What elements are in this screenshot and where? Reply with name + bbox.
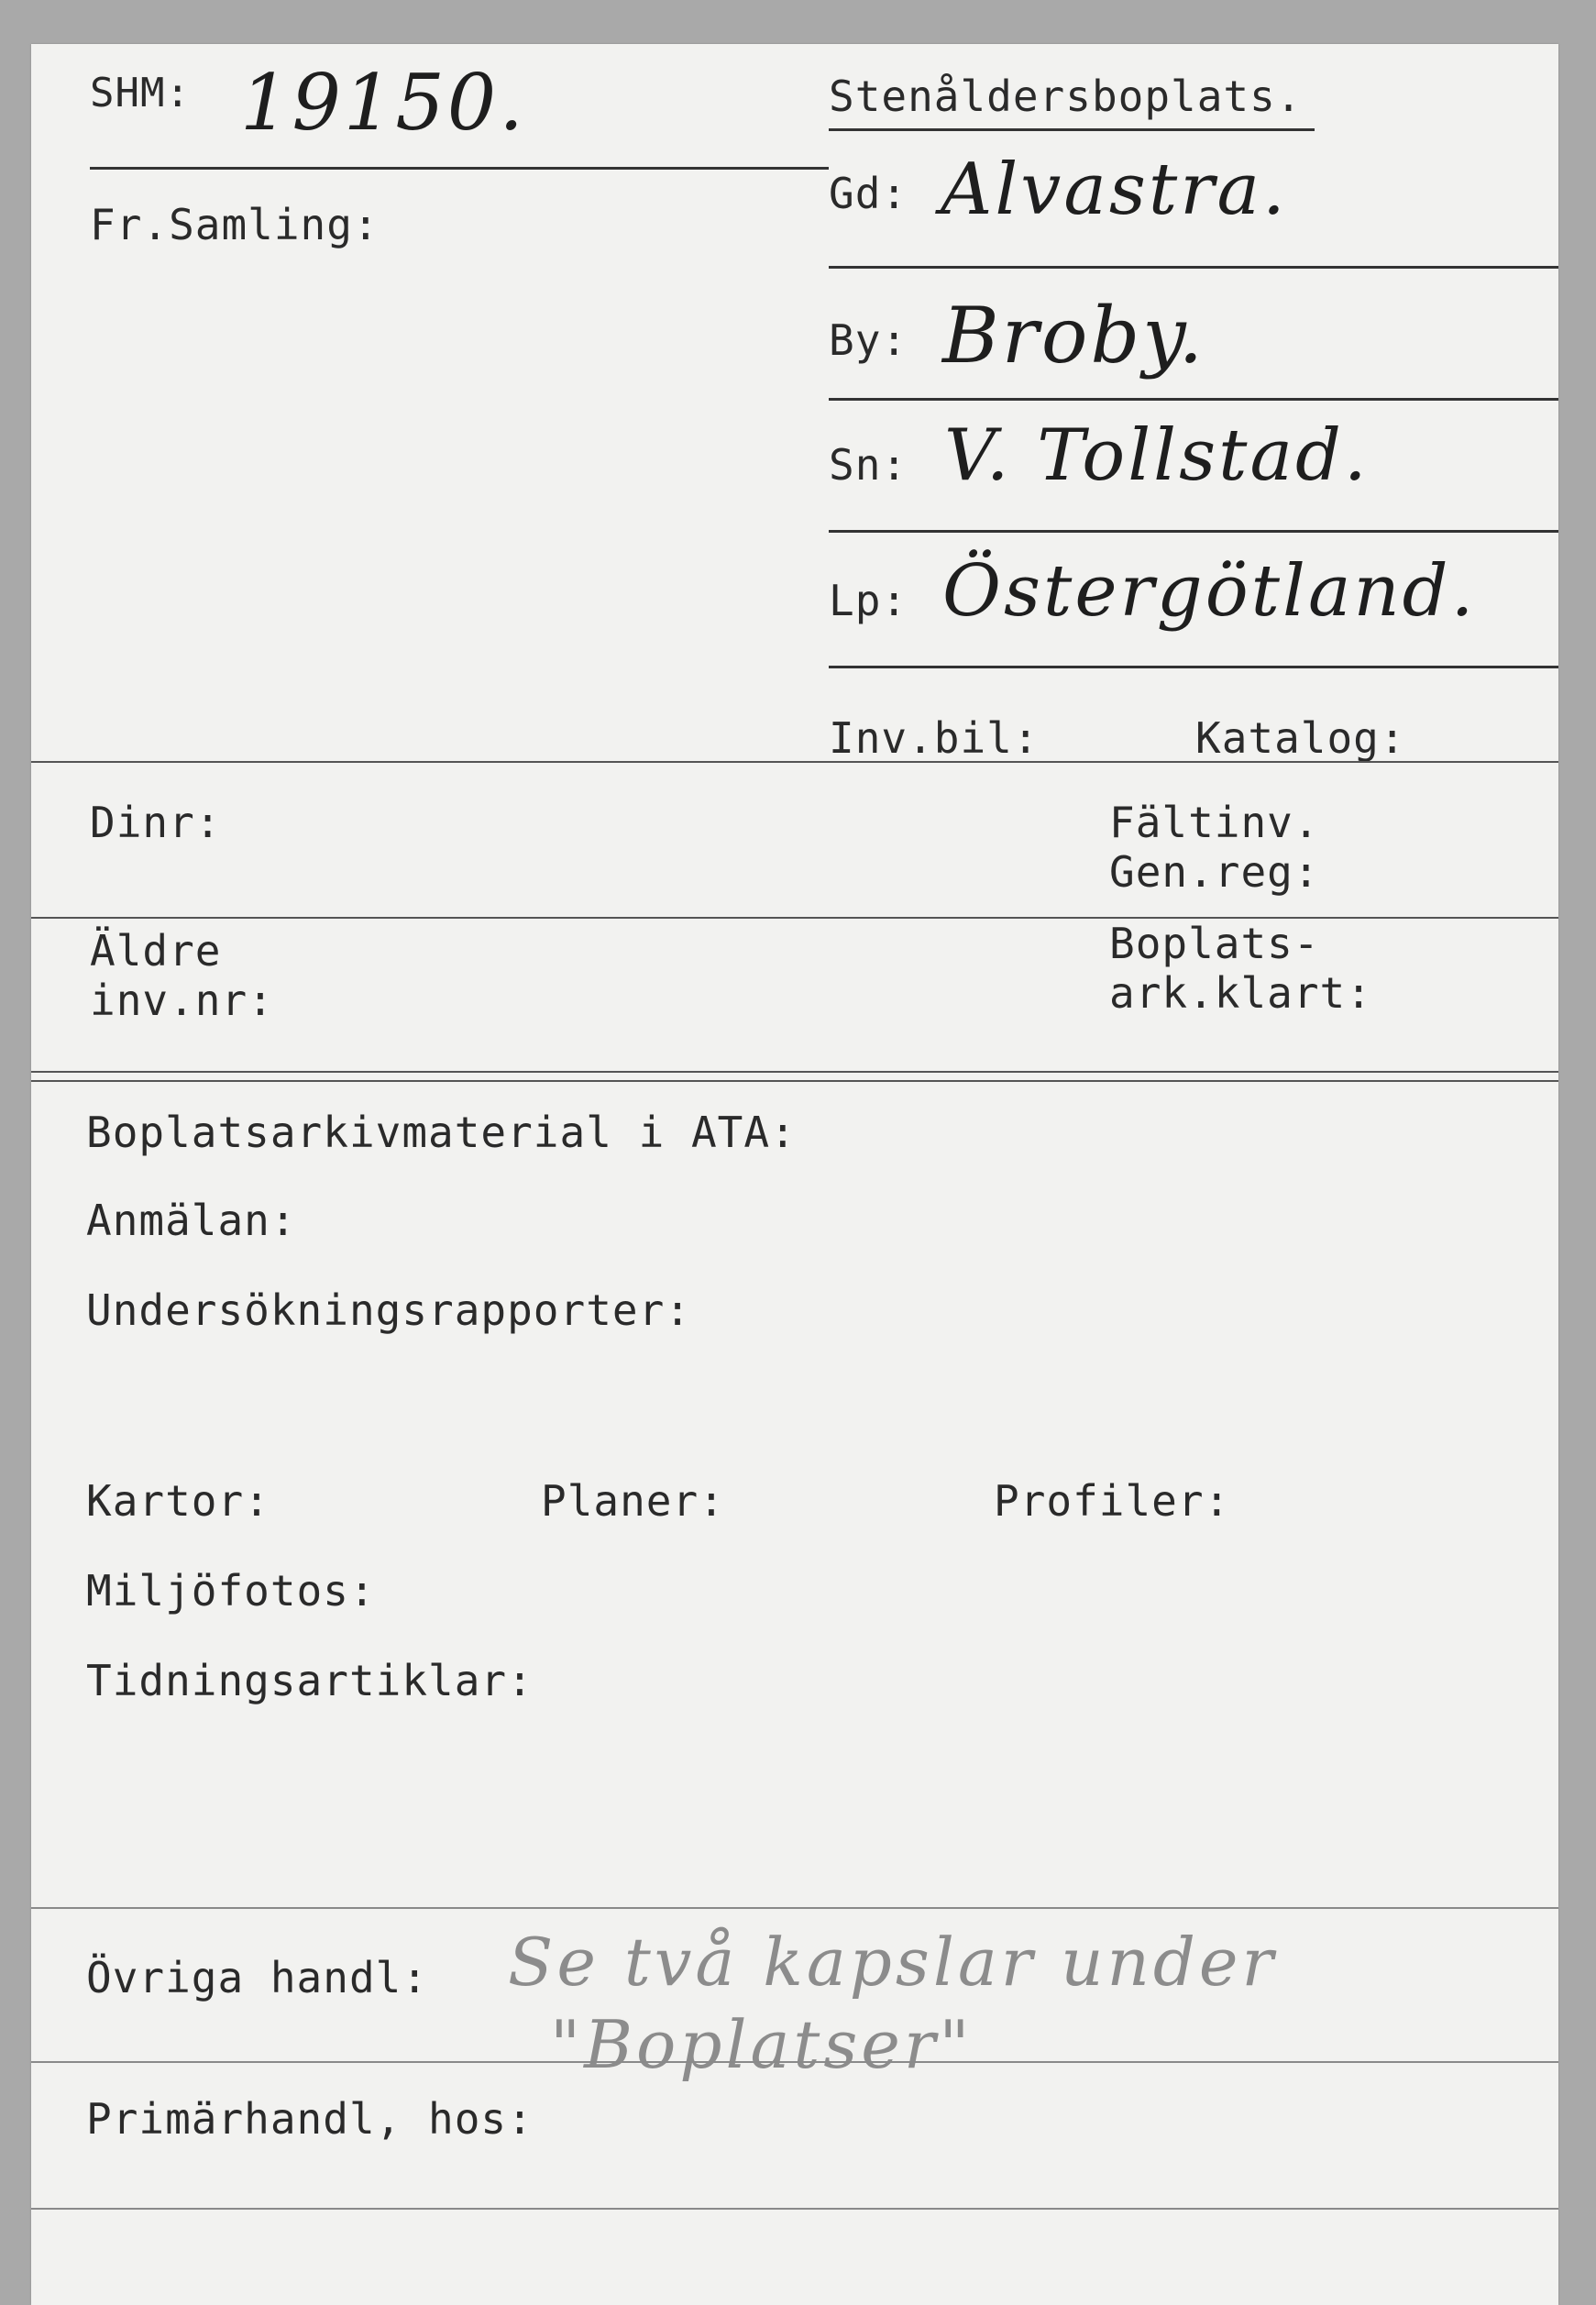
planer-label: Planer: xyxy=(541,1476,725,1526)
gd-rule xyxy=(829,266,1558,269)
shm-rule xyxy=(90,167,829,170)
section-rule-1 xyxy=(31,761,1558,763)
ovriga-value-line2: "Boplatser" xyxy=(550,2006,974,2083)
inv-nr-label: inv.nr: xyxy=(90,976,274,1025)
inv-bil-label: Inv.bil: xyxy=(829,713,1040,763)
shm-value: 19150. xyxy=(240,58,526,148)
ovriga-label: Övriga handl: xyxy=(86,1953,429,2002)
ata-label: Boplatsarkivmaterial i ATA: xyxy=(86,1108,797,1157)
sn-value: V. Tollstad. xyxy=(944,414,1370,497)
gen-reg-label: Gen.reg: xyxy=(1109,847,1320,897)
anmalan-label: Anmälan: xyxy=(86,1196,297,1245)
section-rule-6 xyxy=(31,2208,1558,2210)
sn-rule xyxy=(829,530,1558,533)
undersokning-label: Undersökningsrapporter: xyxy=(86,1285,691,1335)
miljofotos-label: Miljöfotos: xyxy=(86,1566,376,1616)
faltinv-label: Fältinv. xyxy=(1109,798,1320,847)
by-label: By: xyxy=(829,315,908,365)
kartor-label: Kartor: xyxy=(86,1476,270,1526)
section-rule-5 xyxy=(31,2061,1558,2063)
section-rule-3a xyxy=(31,1071,1558,1073)
primar-label: Primärhandl, hos: xyxy=(86,2094,534,2144)
profiler-label: Profiler: xyxy=(994,1476,1231,1526)
section-rule-2 xyxy=(31,917,1558,919)
catalog-card xyxy=(31,44,1558,2305)
gd-label: Gd: xyxy=(829,169,908,218)
lp-label: Lp: xyxy=(829,576,908,625)
fr-samling-label: Fr.Samling: xyxy=(90,200,380,249)
lp-rule xyxy=(829,666,1558,668)
card-title: Stenåldersboplats. xyxy=(829,72,1303,121)
katalog-label: Katalog: xyxy=(1195,713,1406,763)
title-underline xyxy=(829,128,1315,131)
aldre-label: Äldre xyxy=(90,926,222,976)
ovriga-value-line1: Se två kapslar under xyxy=(508,1924,1277,2001)
gd-value: Alvastra. xyxy=(941,149,1288,231)
tidning-label: Tidningsartiklar: xyxy=(86,1656,534,1705)
shm-label: SHM: xyxy=(90,70,191,116)
by-rule xyxy=(829,398,1558,401)
lp-value: Östergötland. xyxy=(942,550,1477,633)
boplats-label: Boplats- xyxy=(1109,919,1320,968)
section-rule-3b xyxy=(31,1080,1558,1082)
sn-label: Sn: xyxy=(829,440,908,490)
dinr-label: Dinr: xyxy=(90,798,222,847)
by-value: Broby. xyxy=(942,291,1206,380)
section-rule-4 xyxy=(31,1907,1558,1909)
ark-klart-label: ark.klart: xyxy=(1109,968,1372,1018)
